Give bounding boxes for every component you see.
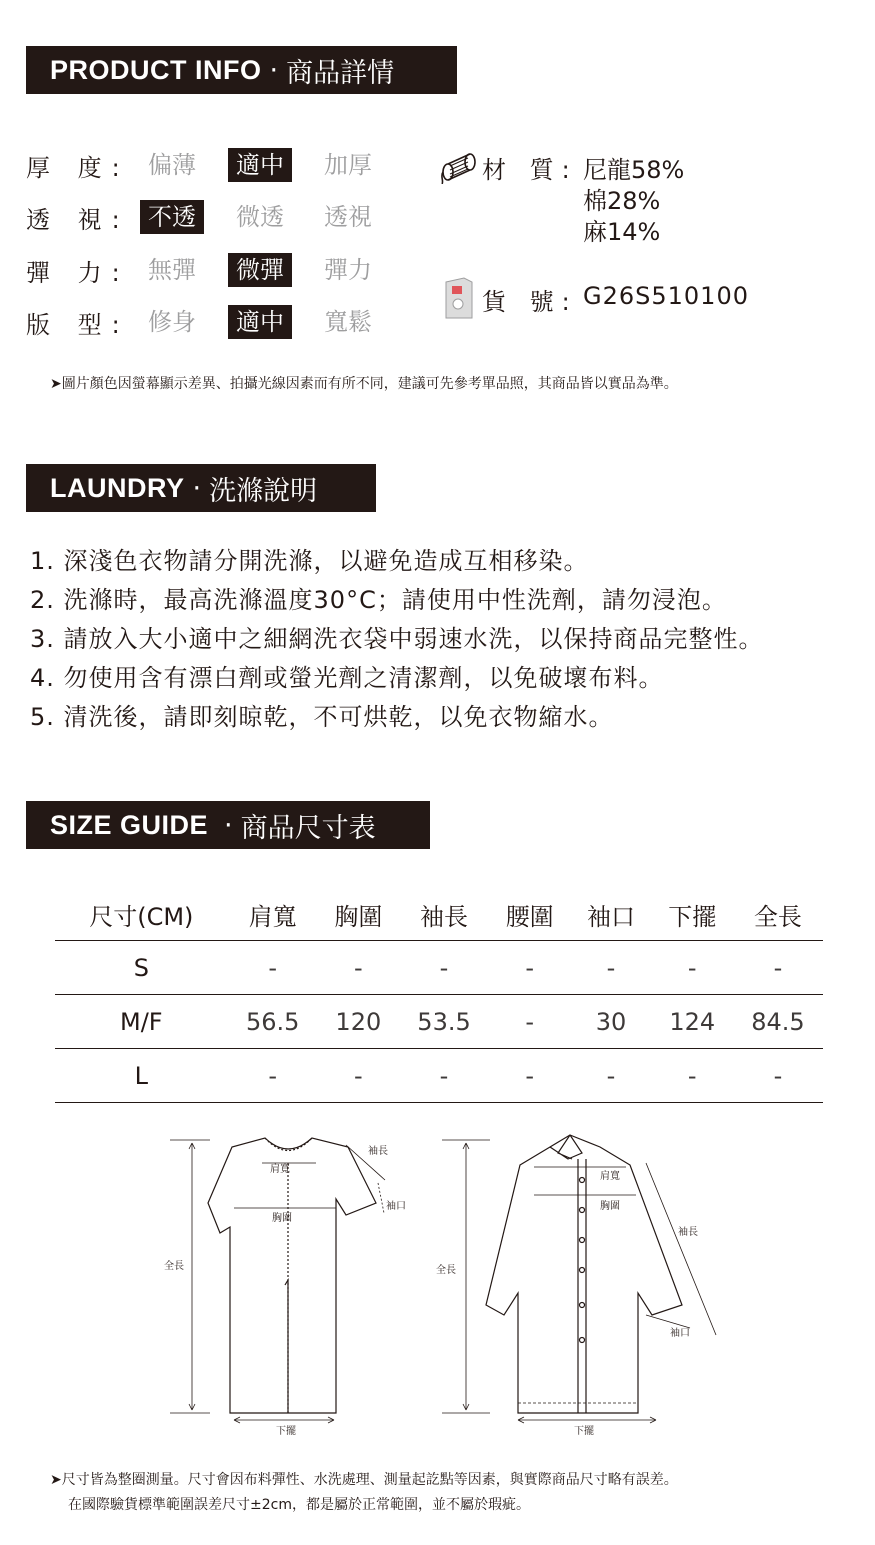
size-column-header: 肩寬 <box>228 888 318 941</box>
size-value-cell: - <box>570 941 651 995</box>
size-table-body <box>55 941 823 1103</box>
property-option-selected: 適中 <box>228 148 292 182</box>
material-value-3: 麻14% <box>583 218 661 246</box>
size-column-header: 胸圍 <box>318 888 399 941</box>
diagram-length-label-coat: 全長 <box>436 1265 456 1276</box>
size-column-header: 袖口 <box>570 888 651 941</box>
product-info-title-en: PRODUCT INFO <box>50 54 262 85</box>
size-value-cell: - <box>228 941 318 995</box>
size-footnote-2: 在國際驗貨標準範圍誤差尺寸±2cm，都是屬於正常範圍，並不屬於瑕疵。 <box>68 1497 530 1513</box>
property-row <box>26 302 426 342</box>
laundry-item: 5. 清洗後，請即刻晾乾，不可烘乾，以免衣物縮水。 <box>30 703 614 731</box>
laundry-title-en: LAUNDRY <box>50 472 185 503</box>
size-value-cell: - <box>733 1049 823 1103</box>
property-option: 微透 <box>236 203 284 231</box>
property-label: 透 視: <box>26 205 130 234</box>
size-value-cell: - <box>318 941 399 995</box>
material-value-2: 棉28% <box>583 187 661 215</box>
size-value-cell: - <box>652 941 733 995</box>
size-value-cell: 30 <box>570 995 651 1049</box>
laundry-item: 4. 勿使用含有漂白劑或螢光劑之清潔劑，以免破壞布料。 <box>30 664 664 692</box>
property-label: 厚 度: <box>26 153 130 182</box>
size-column-header: 全長 <box>733 888 823 941</box>
size-value-cell: - <box>228 1049 318 1103</box>
size-value-cell: - <box>399 941 489 995</box>
size-value-cell: - <box>652 1049 733 1103</box>
size-value-cell: 120 <box>318 995 399 1049</box>
laundry-title-zh: 洗滌說明 <box>209 475 318 507</box>
material-value-1: 尼龍58% <box>583 156 685 184</box>
size-guide-title-zh: 商品尺寸表 <box>240 812 376 844</box>
size-name-cell: S <box>55 941 228 995</box>
diagram-cuff-label-coat: 袖口 <box>670 1328 690 1339</box>
size-value-cell: - <box>489 1049 570 1103</box>
property-option-selected: 適中 <box>228 305 292 339</box>
property-option: 偏薄 <box>148 151 196 179</box>
size-guide-header <box>26 801 430 849</box>
item-number-value: G26S510100 <box>583 282 749 310</box>
size-value-cell: 84.5 <box>733 995 823 1049</box>
size-column-header: 腰圍 <box>489 888 570 941</box>
size-table-header-row <box>55 888 823 941</box>
diagram-sleeve-label: 袖長 <box>368 1146 388 1157</box>
diagram-chest-label: 胸圍 <box>272 1213 292 1224</box>
property-label: 版 型: <box>26 310 130 339</box>
property-row <box>26 197 426 237</box>
size-column-header: 下擺 <box>652 888 733 941</box>
size-row <box>55 941 823 995</box>
header-separator: · <box>192 472 202 504</box>
size-table <box>55 888 823 1103</box>
diagram-shoulder-label-coat: 肩寬 <box>600 1171 620 1182</box>
garment-measurement-diagram <box>150 1125 730 1445</box>
diagram-sleeve-label-coat: 袖長 <box>678 1227 698 1238</box>
size-value-cell: - <box>489 995 570 1049</box>
size-value-cell: - <box>318 1049 399 1103</box>
size-row <box>55 995 823 1049</box>
property-option: 無彈 <box>148 256 196 284</box>
diagram-hem-label-coat: 下擺 <box>574 1426 594 1437</box>
property-option: 修身 <box>148 308 196 336</box>
item-number-label: 貨 號: <box>482 288 578 316</box>
diagram-cuff-label: 袖口 <box>386 1201 406 1212</box>
size-footnote-1: ➤尺寸皆為整圈測量。尺寸會因布料彈性、水洗處理、測量起訖點等因素，與實際商品尺寸略有誤差。 <box>50 1472 678 1488</box>
diagram-hem-label: 下擺 <box>276 1426 296 1437</box>
header-separator: · <box>269 54 279 86</box>
diagram-length-label: 全長 <box>164 1261 184 1272</box>
size-guide-title-en: SIZE GUIDE <box>50 809 209 840</box>
size-value-cell: 56.5 <box>228 995 318 1049</box>
color-disclaimer: ➤圖片顏色因螢幕顯示差異、拍攝光線因素而有所不同，建議可先參考單品照，其商品皆以實品為準。 <box>50 376 678 392</box>
size-column-header: 袖長 <box>399 888 489 941</box>
size-row <box>55 1049 823 1103</box>
size-value-cell: - <box>399 1049 489 1103</box>
laundry-item: 1. 深淺色衣物請分開洗滌，以避免造成互相移染。 <box>30 547 589 575</box>
size-name-cell: M/F <box>55 995 228 1049</box>
property-row <box>26 145 426 185</box>
size-value-cell: 124 <box>652 995 733 1049</box>
laundry-header <box>26 464 376 512</box>
size-value-cell: - <box>733 941 823 995</box>
size-value-cell: - <box>570 1049 651 1103</box>
size-name-cell: L <box>55 1049 228 1103</box>
property-row <box>26 250 426 290</box>
diagram-chest-label-coat: 胸圍 <box>600 1201 620 1212</box>
tag-icon <box>444 276 474 320</box>
product-info-header <box>26 46 457 94</box>
product-info-title-zh: 商品詳情 <box>286 57 395 89</box>
property-option-selected: 不透 <box>140 200 204 234</box>
property-option: 寬鬆 <box>324 308 372 336</box>
material-label: 材 質: <box>482 156 578 184</box>
size-column-header: 尺寸(CM) <box>55 888 228 941</box>
size-value-cell: - <box>489 941 570 995</box>
laundry-item: 3. 請放入大小適中之細網洗衣袋中弱速水洗，以保持商品完整性。 <box>30 625 764 653</box>
thread-spool-icon <box>440 150 480 184</box>
property-option: 透視 <box>324 203 372 231</box>
property-option-selected: 微彈 <box>228 253 292 287</box>
property-option: 彈力 <box>324 256 372 284</box>
laundry-item: 2. 洗滌時，最高洗滌溫度30°C；請使用中性洗劑，請勿浸泡。 <box>30 586 727 614</box>
property-label: 彈 力: <box>26 258 130 287</box>
size-value-cell: 53.5 <box>399 995 489 1049</box>
property-option: 加厚 <box>324 151 372 179</box>
diagram-shoulder-label: 肩寬 <box>270 1164 290 1175</box>
header-separator: · <box>224 809 233 841</box>
